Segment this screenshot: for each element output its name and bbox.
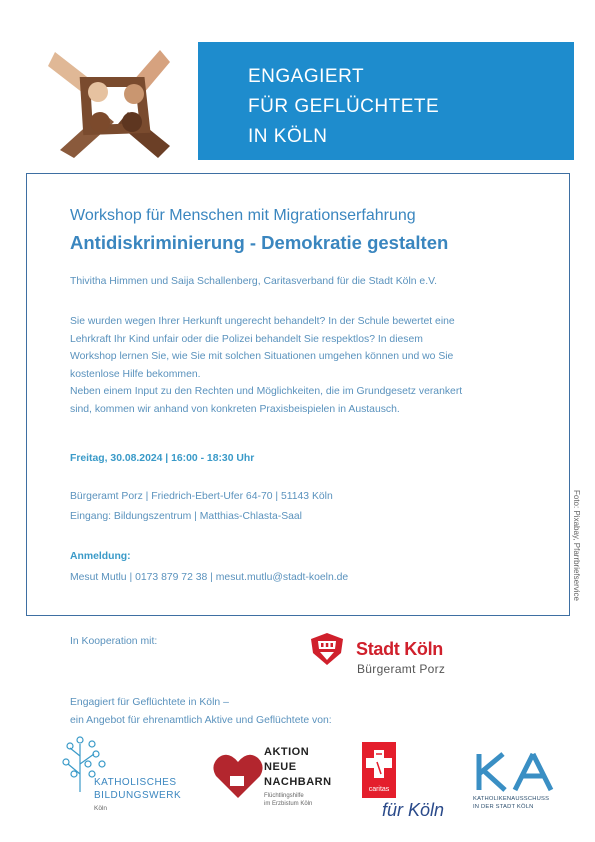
description-line: kostenlose Hilfe bekommen. xyxy=(70,368,201,380)
event-title: Antidiskriminierung - Demokratie gestalten xyxy=(70,232,449,253)
hands-photo xyxy=(30,42,195,160)
ann-sub1: Flüchtlingshilfe xyxy=(264,793,304,799)
ann-sub2: im Erzbistum Köln xyxy=(264,801,313,807)
partner-name: Stadt Köln xyxy=(356,639,443,659)
ann-line3: NACHBARN xyxy=(264,776,332,788)
ka-line2: IN DER STADT KÖLN xyxy=(473,804,534,810)
kbw-name-line2: BILDUNGSWERK xyxy=(94,790,182,801)
event-subtitle: Workshop für Menschen mit Migrationserfahrung xyxy=(70,207,416,224)
kbw-name-line1: KATHOLISCHES xyxy=(94,777,177,788)
description-line: Lehrkraft Ihr Kind unfair oder die Polizei behandelt Sie respektlos? In diesem xyxy=(70,333,423,345)
description-line: Neben einem Input zu den Rechten und Möglichkeiten, die im Grundgesetz verankert xyxy=(70,386,463,397)
registration-heading: Anmeldung: xyxy=(70,551,131,562)
kbw-city: Köln xyxy=(94,805,108,812)
event-speakers: Thivitha Himmen und Saija Schallenberg, Caritasverband für die Stadt Köln e.V. xyxy=(70,276,437,287)
banner-line-1: ENGAGIERT xyxy=(248,66,365,87)
katholikenausschuss-logo xyxy=(473,752,565,792)
description-line: Workshop lernen Sie, wie Sie mit solchen Situationen umgehen können und wo Sie xyxy=(70,351,454,362)
description-line: Sie wurden wegen Ihrer Herkunft ungerecht behandelt? In der Schule bewertet eine xyxy=(70,316,455,327)
header-banner xyxy=(198,42,574,160)
event-address: Bürgeramt Porz | Friedrich-Ebert-Ufer 64-70 | 51143 Köln xyxy=(70,491,333,502)
photo-credit: Foto: Pixabay, Pfarrbriefservice xyxy=(572,490,581,602)
banner-line-3: IN KÖLN xyxy=(248,126,328,147)
partner-subname: Bürgeramt Porz xyxy=(357,662,446,676)
aktion-neue-nachbarn-heart-icon xyxy=(210,746,266,802)
event-datetime: Freitag, 30.08.2024 | 16:00 - 18:30 Uhr xyxy=(70,453,255,464)
registration-contact: Mesut Mutlu | 0173 879 72 38 | mesut.mutlu@stadt-koeln.de xyxy=(70,572,349,583)
description-line: sind, kommen wir anhand von konkreten Praxisbeispielen in Austausch. xyxy=(70,403,400,415)
ann-line2: NEUE xyxy=(264,761,297,773)
stadt-koeln-crest-icon xyxy=(307,631,347,667)
ka-line1: KATHOLIKENAUSSCHUSS xyxy=(473,796,550,802)
footer-line-1: Engagiert für Geflüchtete in Köln – xyxy=(70,697,229,708)
caritas-slogan: für Köln xyxy=(382,800,445,820)
banner-line-2: FÜR GEFLÜCHTETE xyxy=(248,96,440,117)
ann-line1: AKTION xyxy=(264,746,310,758)
event-entrance: Eingang: Bildungszentrum | Matthias-Chlasta-Saal xyxy=(70,511,302,522)
cooperation-label: In Kooperation mit: xyxy=(70,636,158,647)
footer-line-2: ein Angebot für ehrenamtlich Aktive und Geflüchtete von: xyxy=(70,715,332,726)
caritas-wordmark: caritas xyxy=(368,786,390,793)
